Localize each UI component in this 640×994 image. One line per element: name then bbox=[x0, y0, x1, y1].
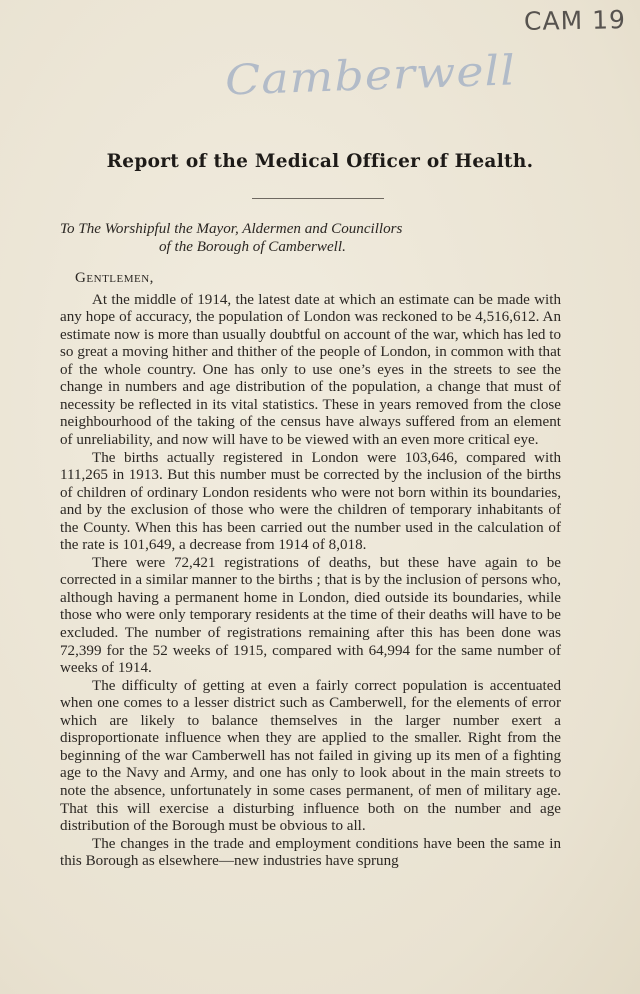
salutation: Gentlemen, bbox=[75, 270, 154, 287]
report-title: Report of the Medical Officer of Health. bbox=[106, 151, 534, 172]
catalog-mark: CAM 19 bbox=[523, 5, 627, 36]
address-line-2: of the Borough of Camberwell. bbox=[159, 238, 346, 255]
handwritten-annotation: Camberwell bbox=[224, 45, 517, 105]
title-divider bbox=[252, 198, 384, 199]
report-body bbox=[60, 218, 561, 871]
paragraph-trade-changes: The changes in the trade and employment conditions have been the same in this Borough as elsewhere—new industries have sprung bbox=[60, 835, 561, 870]
paragraph-births: The births actually registered in London were 103,646, compared with 111,265 in 1913. But this number must be corrected by the inclusion of the births of children of ordinary London residents who were not born within its boundaries, and by the exclusion of those who were the children of temporary inhabitants of the County. When this has been carried out the number used in the calculation of the rate is 101,649, a decrease from 1914 of 8,018. bbox=[60, 449, 561, 554]
address-line-1: To The Worshipful the Mayor, Aldermen and Councillors bbox=[60, 221, 403, 237]
paragraph-deaths: There were 72,421 registrations of deaths, but these have again to be corrected in a similar manner to the births ; that is by the inclusion of persons who, although having a permanent home in London, died outside its boundaries, while those who were only temporary residents at the time of their deaths will have to be excluded. The number of registrations remaining after this has been done was 72,399 for the 52 weeks of 1915, compared with 64,994 for the same number of weeks of 1914. bbox=[60, 554, 561, 677]
paragraph-population: At the middle of 1914, the latest date at which an estimate can be made with any hope of accuracy, the population of London was reckoned to be 4,516,612. An estimate now is more than usually doubtful on account of the war, which has led to so great a moving hither and thither of the people of London, in common with that of the whole country. One has only to use one’s eyes in the streets to see the change in numbers and age distribution of the population, a change that must of necessity be reflected in its vital statistics. These in years removed from the close neighbourhood of the taking of the census have always suffered from an element of unreliability, and now will have to be viewed with an even more critical eye. bbox=[60, 291, 561, 449]
paragraph-camberwell-population: The difficulty of getting at even a fairly correct population is accentuated when one comes to a lesser district such as Camberwell, for the elements of error which are likely to balance themselves in the larger number exert a disproportionate influence when they are applied to the smaller. Right from the beginning of the war Camberwell has not failed in giving up its men of a fighting age to the Navy and Army, and one has only to look about in the main streets to note the absence, unfortunately in some cases permanent, of men of military age. That this will exercise a disturbing influence both on the number and age distribution of the Borough must be obvious to all. bbox=[60, 677, 561, 835]
